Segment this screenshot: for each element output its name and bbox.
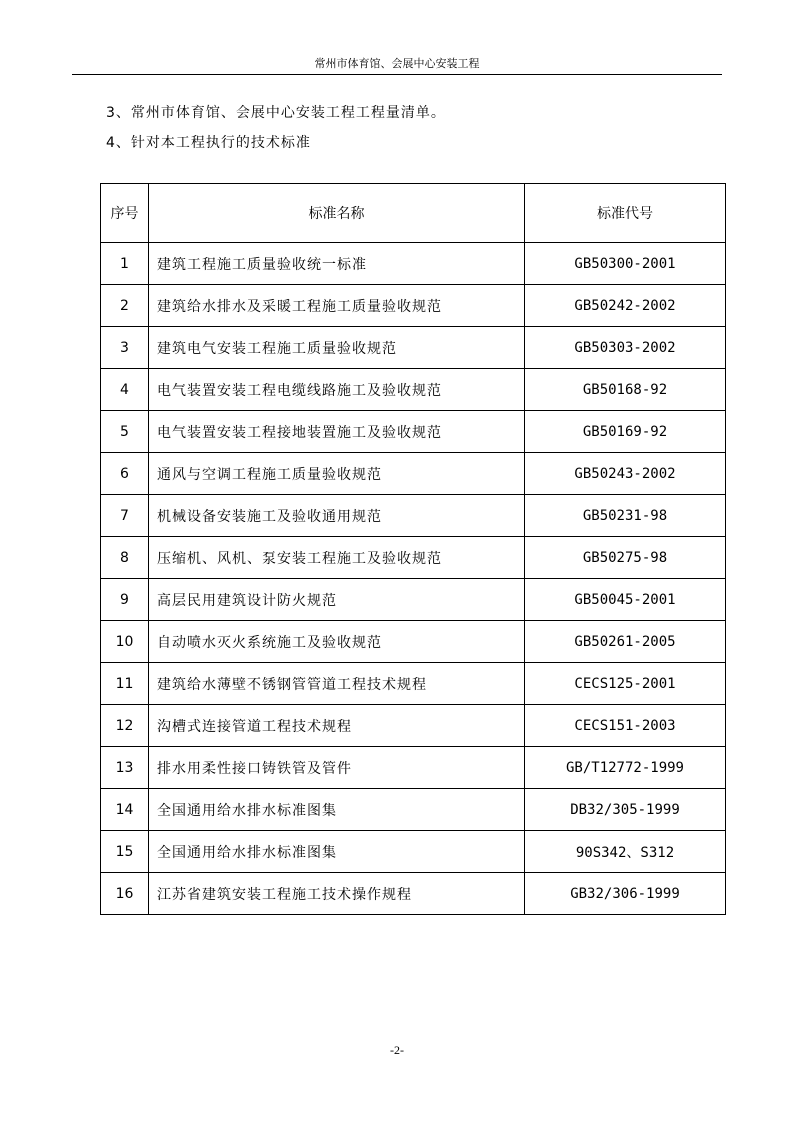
row-code: GB50045-2001	[525, 579, 726, 621]
page-header: 常州市体育馆、会展中心安装工程	[72, 54, 722, 75]
row-no: 6	[101, 453, 149, 495]
row-name: 建筑电气安装工程施工质量验收规范	[149, 327, 525, 369]
row-no: 9	[101, 579, 149, 621]
row-no: 5	[101, 411, 149, 453]
row-code: GB50242-2002	[525, 285, 726, 327]
row-code: GB50303-2002	[525, 327, 726, 369]
row-code: GB50261-2005	[525, 621, 726, 663]
table-row	[101, 621, 726, 663]
row-name: 全国通用给水排水标准图集	[149, 831, 525, 873]
table-row	[101, 327, 726, 369]
row-code: DB32/305-1999	[525, 789, 726, 831]
row-name: 电气装置安装工程电缆线路施工及验收规范	[149, 369, 525, 411]
standards-table	[100, 183, 726, 915]
row-code: GB/T12772-1999	[525, 747, 726, 789]
row-name: 排水用柔性接口铸铁管及管件	[149, 747, 525, 789]
row-name: 建筑给水排水及采暖工程施工质量验收规范	[149, 285, 525, 327]
table-row	[101, 243, 726, 285]
table-row	[101, 495, 726, 537]
row-code: GB50168-92	[525, 369, 726, 411]
page-number: -2-	[390, 1043, 404, 1057]
row-code: GB50231-98	[525, 495, 726, 537]
row-no: 13	[101, 747, 149, 789]
row-no: 8	[101, 537, 149, 579]
row-name: 全国通用给水排水标准图集	[149, 789, 525, 831]
intro-line-4: 4、针对本工程执行的技术标准	[106, 135, 311, 151]
row-name: 江苏省建筑安装工程施工技术操作规程	[149, 873, 525, 915]
row-no: 4	[101, 369, 149, 411]
row-code: GB50169-92	[525, 411, 726, 453]
row-no: 3	[101, 327, 149, 369]
row-code: CECS151-2003	[525, 705, 726, 747]
table-row	[101, 579, 726, 621]
row-no: 7	[101, 495, 149, 537]
row-name: 电气装置安装工程接地装置施工及验收规范	[149, 411, 525, 453]
table-row	[101, 663, 726, 705]
table-row	[101, 705, 726, 747]
table-row	[101, 453, 726, 495]
row-name: 高层民用建筑设计防火规范	[149, 579, 525, 621]
row-code: CECS125-2001	[525, 663, 726, 705]
table-row	[101, 285, 726, 327]
row-no: 16	[101, 873, 149, 915]
table-row	[101, 537, 726, 579]
table-row	[101, 411, 726, 453]
intro-line-3: 3、常州市体育馆、会展中心安装工程工程量清单。	[106, 105, 446, 121]
row-no: 2	[101, 285, 149, 327]
row-no: 1	[101, 243, 149, 285]
row-code: 90S342、S312	[525, 831, 726, 873]
table-row	[101, 369, 726, 411]
header-no: 序号	[101, 184, 149, 243]
header-name: 标准名称	[149, 184, 525, 243]
row-no: 15	[101, 831, 149, 873]
row-no: 14	[101, 789, 149, 831]
row-no: 10	[101, 621, 149, 663]
row-code: GB50275-98	[525, 537, 726, 579]
row-name: 建筑工程施工质量验收统一标准	[149, 243, 525, 285]
row-code: GB50300-2001	[525, 243, 726, 285]
row-name: 建筑给水薄壁不锈钢管管道工程技术规程	[149, 663, 525, 705]
row-name: 自动喷水灭火系统施工及验收规范	[149, 621, 525, 663]
table-row	[101, 789, 726, 831]
row-code: GB50243-2002	[525, 453, 726, 495]
row-no: 12	[101, 705, 149, 747]
table-row	[101, 747, 726, 789]
row-name: 沟槽式连接管道工程技术规程	[149, 705, 525, 747]
row-name: 通风与空调工程施工质量验收规范	[149, 453, 525, 495]
row-name: 压缩机、风机、泵安装工程施工及验收规范	[149, 537, 525, 579]
table-header-row	[101, 184, 726, 243]
row-code: GB32/306-1999	[525, 873, 726, 915]
row-no: 11	[101, 663, 149, 705]
table-row	[101, 873, 726, 915]
row-name: 机械设备安装施工及验收通用规范	[149, 495, 525, 537]
table-row	[101, 831, 726, 873]
header-code: 标准代号	[525, 184, 726, 243]
